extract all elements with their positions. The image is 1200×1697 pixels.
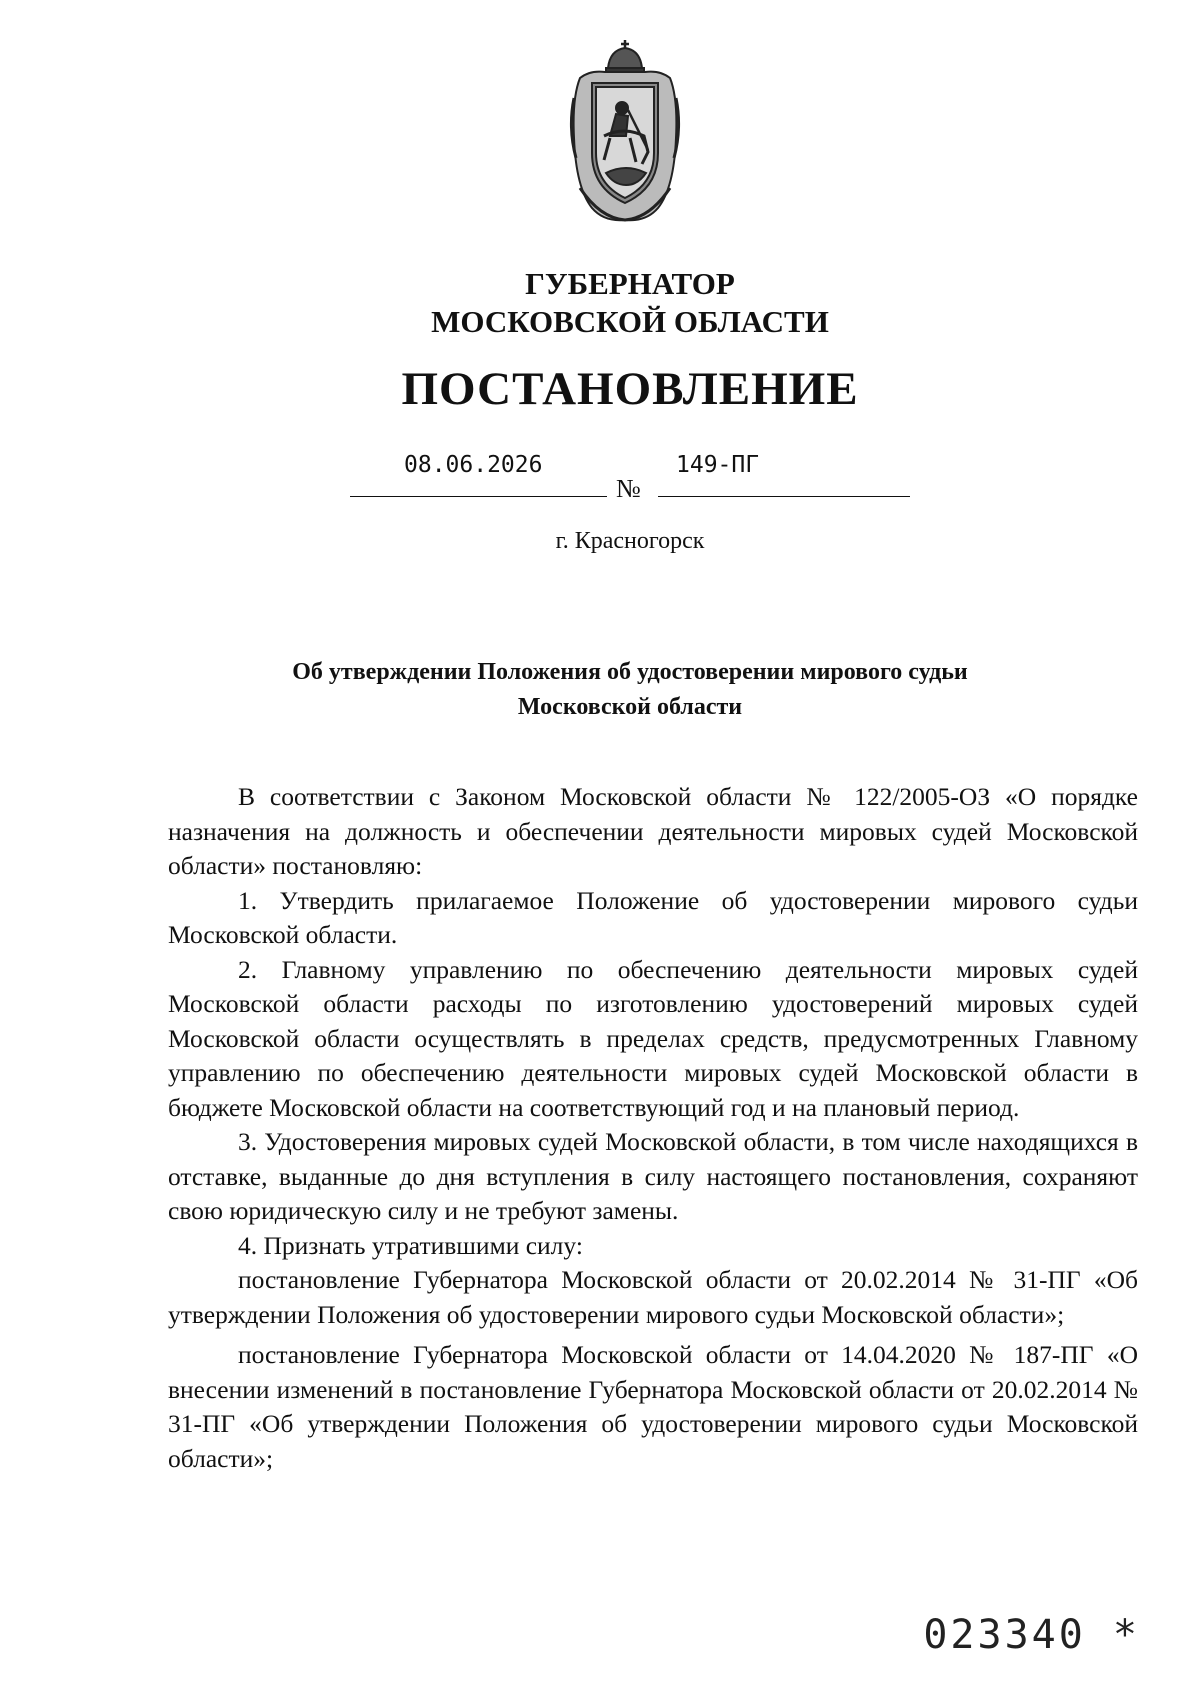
document-subject [150, 655, 1110, 725]
document-body [168, 780, 1138, 1476]
date-underline [350, 496, 607, 497]
serial-number-stamp: 023340 * [923, 1612, 1140, 1658]
number-underline [658, 496, 910, 497]
issuer-line-1: ГУБЕРНАТОР [525, 266, 735, 301]
document-type: ПОСТАНОВЛЕНИЕ [401, 363, 859, 415]
item-3-paragraph: 3. Удостоверения мировых судей Московской области, в том числе находящихся в отставке, выданные до дня вступления в силу настоящего постановления, сохраняют свою юридическую силу и не требуют замены. [168, 1127, 1138, 1225]
item-4-paragraph: 4. Признать утратившими силу: [238, 1230, 583, 1260]
item-2-paragraph: 2. Главному управлению по обеспечению деятельности мировых судей Московской области расходы по изготовлению удостоверений мировых судей Московской области осуществлять в пределах средств, предусмотренных Главному управлению по обеспечению деятельности мировых судей Московской области в бюджете Московской области на соответствующий год и на плановый период. [168, 954, 1138, 1122]
subject-line-2: Московской области [517, 694, 743, 720]
preamble-paragraph: В соответствии с Законом Московской области № 122/2005-ОЗ «О порядке назначения на должность и обеспечении деятельности мировых судей Московской области» постановляю: [168, 782, 1138, 880]
repealed-act-2: постановление Губернатора Московской области от 14.04.2020 № 187-ПГ «О внесении изменений в постановление Губернатора Московской области от 20.02.2014 № 31-ПГ «Об утверждении Положения об удостоверении мирового судьи Московской области»; [168, 1340, 1138, 1473]
document-date: 08.06.2026 [404, 452, 543, 478]
repealed-act-1: постановление Губернатора Московской области от 20.02.2014 № 31-ПГ «Об утверждении Положения об удостоверении мирового судьи Московской области»; [168, 1265, 1138, 1329]
item-1-paragraph: 1. Утвердить прилагаемое Положение об удостоверении мирового судьи Московской области. [168, 885, 1138, 949]
issue-city: г. Красногорск [555, 528, 705, 554]
coat-of-arms-icon [560, 38, 690, 224]
document-number: 149-ПГ [676, 452, 760, 478]
issuer-line-2: МОСКОВСКОЙ ОБЛАСТИ [431, 304, 829, 339]
number-sign: № [616, 474, 641, 503]
subject-line-1: Об утверждении Положения об удостоверении мирового судьи [292, 659, 968, 685]
